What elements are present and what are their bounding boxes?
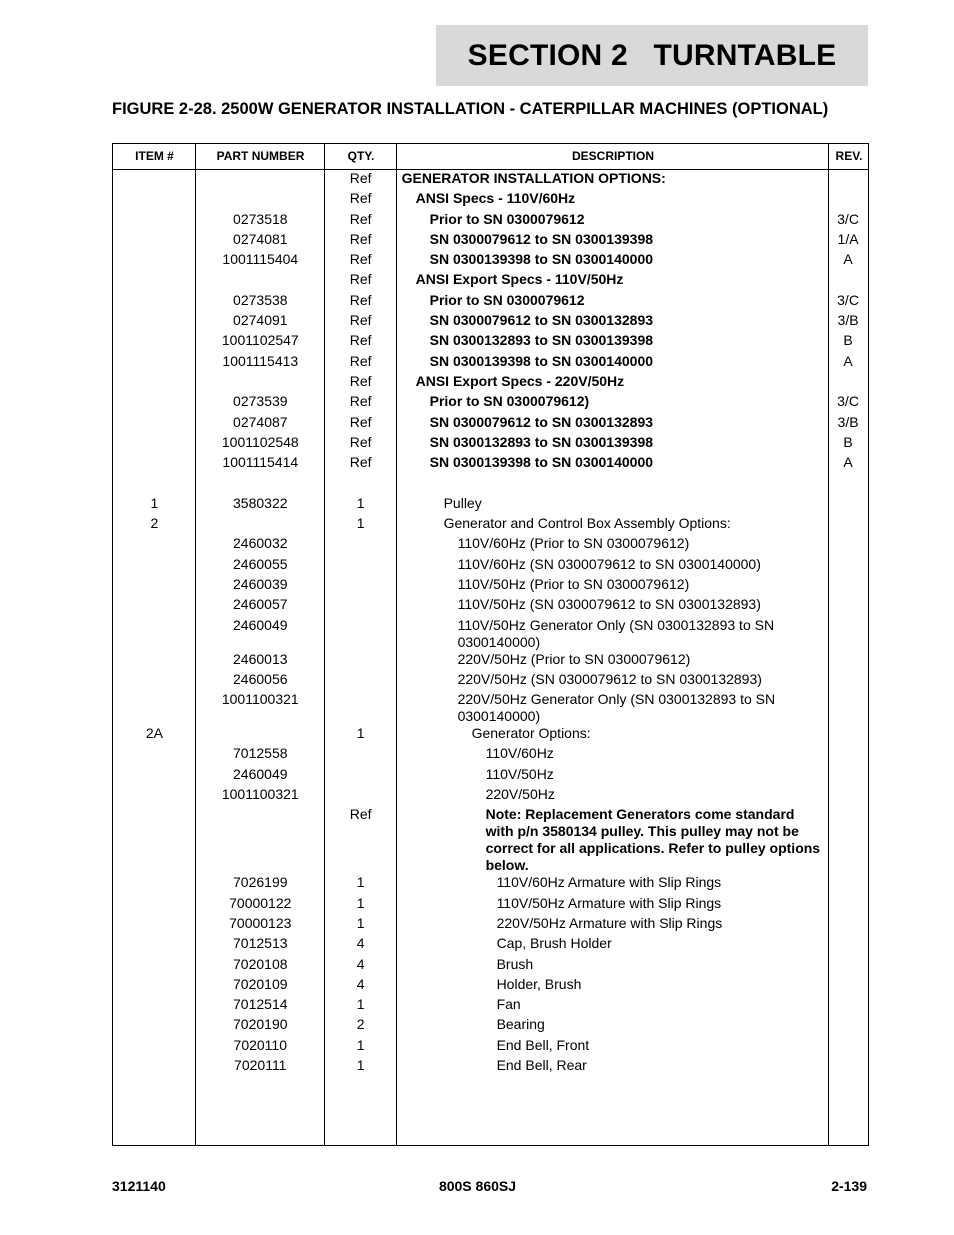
description-cell: Note: Replacement Generators come standard with p/n 3580134 pulley. This pulley may not be correct for all applications. Refer to pulley options below. xyxy=(485,806,821,874)
rev-cell: 3/B xyxy=(837,413,859,430)
qty-cell: 1 xyxy=(356,894,365,911)
item-cell xyxy=(113,190,196,210)
table-row xyxy=(113,251,868,271)
rev-cell xyxy=(828,976,868,996)
part-number-cell xyxy=(196,725,325,745)
figure-title: FIGURE 2-28. 2500W GENERATOR INSTALLATION - CATERPILLAR MACHINES (OPTIONAL) xyxy=(112,100,829,118)
description-cell: SN 0300079612 to SN 0300139398 xyxy=(429,230,654,247)
description-cell: Generator Options: xyxy=(471,725,591,742)
part-number-cell: 1001100321 xyxy=(221,786,299,803)
rev-cell: A xyxy=(843,251,853,268)
part-number-cell: 0274081 xyxy=(233,230,288,247)
part-number-cell xyxy=(196,806,325,874)
item-cell xyxy=(113,617,196,651)
description-cell: SN 0300139398 to SN 0300140000 xyxy=(429,251,654,268)
item-cell: 1 xyxy=(150,494,159,511)
qty-cell xyxy=(325,474,397,494)
item-cell xyxy=(113,786,196,806)
item-cell xyxy=(113,454,196,474)
description-cell: Fan xyxy=(496,996,521,1013)
qty-cell: 1 xyxy=(356,515,365,532)
part-number-cell: 7012558 xyxy=(233,745,288,762)
item-cell: 2 xyxy=(150,515,159,532)
qty-cell: Ref xyxy=(349,433,372,450)
qty-cell: Ref xyxy=(349,271,372,288)
item-cell xyxy=(113,211,196,231)
table-row xyxy=(113,576,868,596)
rev-cell xyxy=(828,935,868,955)
part-number-cell: 70000123 xyxy=(229,914,292,931)
description-cell: SN 0300079612 to SN 0300132893 xyxy=(429,312,654,329)
description-cell: 110V/50Hz (SN 0300079612 to SN 0300132893) xyxy=(457,596,761,613)
rev-cell xyxy=(828,786,868,806)
rev-cell xyxy=(828,1016,868,1036)
qty-cell: Ref xyxy=(349,393,372,410)
table-row xyxy=(113,515,868,535)
qty-cell: Ref xyxy=(349,352,372,369)
qty-cell: Ref xyxy=(349,413,372,430)
description-cell: SN 0300132893 to SN 0300139398 xyxy=(429,433,654,450)
item-cell xyxy=(113,766,196,786)
item-cell xyxy=(113,1057,196,1077)
qty-cell xyxy=(325,766,397,786)
item-cell xyxy=(113,414,196,434)
description-cell: ANSI Export Specs - 220V/50Hz xyxy=(415,372,625,389)
part-number-cell: 7020190 xyxy=(233,1016,288,1033)
part-number-cell xyxy=(196,271,325,291)
item-cell xyxy=(113,312,196,332)
qty-cell: Ref xyxy=(349,312,372,329)
rev-cell: B xyxy=(843,332,853,349)
description-cell: 110V/50Hz (Prior to SN 0300079612) xyxy=(457,575,690,592)
part-number-cell: 7020111 xyxy=(234,1056,287,1073)
item-cell xyxy=(113,915,196,935)
description-cell: 110V/50Hz xyxy=(485,765,554,782)
part-number-cell: 0274091 xyxy=(233,312,288,329)
description-cell xyxy=(397,474,828,494)
table-row xyxy=(113,373,868,393)
table-row xyxy=(113,332,868,352)
qty-cell: 1 xyxy=(356,996,365,1013)
qty-cell: Ref xyxy=(349,454,372,471)
table-row xyxy=(113,671,868,691)
part-number-cell: 7020108 xyxy=(233,955,288,972)
part-number-cell: 1001115413 xyxy=(222,352,299,369)
table-row xyxy=(113,211,868,231)
part-number-cell xyxy=(196,474,325,494)
column-header-item: ITEM # xyxy=(135,149,174,163)
description-cell: Cap, Brush Holder xyxy=(496,935,612,952)
part-number-cell xyxy=(196,170,325,190)
rev-cell: A xyxy=(843,454,853,471)
item-cell xyxy=(113,292,196,312)
rev-cell xyxy=(828,1037,868,1057)
table-row xyxy=(113,190,868,210)
description-cell: 110V/60Hz (SN 0300079612 to SN 0300140000) xyxy=(457,555,761,572)
qty-cell xyxy=(325,576,397,596)
description-cell: 110V/50Hz Armature with Slip Rings xyxy=(496,894,722,911)
table-row xyxy=(113,535,868,555)
qty-cell: 1 xyxy=(356,914,365,931)
part-number-cell: 2460056 xyxy=(233,670,288,687)
footer-model: 800S 860SJ xyxy=(438,1178,517,1194)
part-number-cell xyxy=(196,373,325,393)
item-cell: 2A xyxy=(145,725,163,742)
table-row xyxy=(113,745,868,765)
rev-cell xyxy=(828,956,868,976)
rev-cell xyxy=(828,556,868,576)
part-number-cell: 2460057 xyxy=(233,596,288,613)
rev-cell xyxy=(828,745,868,765)
part-number-cell: 2460039 xyxy=(233,575,288,592)
qty-cell: 1 xyxy=(356,1056,365,1073)
column-header-qty: QTY. xyxy=(347,149,375,163)
table-row xyxy=(113,874,868,894)
item-cell xyxy=(113,271,196,291)
item-cell xyxy=(113,806,196,874)
table-row xyxy=(113,292,868,312)
part-number-cell: 2460032 xyxy=(233,535,288,552)
table-row xyxy=(113,651,868,671)
description-cell: ANSI Export Specs - 110V/50Hz xyxy=(415,271,624,288)
table-row xyxy=(113,915,868,935)
part-number-cell: 7020109 xyxy=(233,975,288,992)
table-row xyxy=(113,312,868,332)
rev-cell xyxy=(828,535,868,555)
footer-doc-number: 3121140 xyxy=(112,1178,166,1194)
item-cell xyxy=(113,474,196,494)
item-cell xyxy=(113,170,196,190)
qty-cell: Ref xyxy=(349,372,372,389)
qty-cell xyxy=(325,651,397,671)
part-number-cell: 3580322 xyxy=(233,494,288,511)
qty-cell xyxy=(325,786,397,806)
table-row xyxy=(113,1037,868,1057)
table-row xyxy=(113,474,868,494)
qty-cell: Ref xyxy=(349,170,372,186)
rev-cell xyxy=(828,617,868,651)
table-row xyxy=(113,956,868,976)
rev-cell xyxy=(828,996,868,1016)
description-cell: ANSI Specs - 110V/60Hz xyxy=(415,190,576,207)
item-cell xyxy=(113,251,196,271)
qty-cell: Ref xyxy=(349,230,372,247)
rev-cell: 1/A xyxy=(837,230,859,247)
column-header-part-number: PART NUMBER xyxy=(216,149,305,163)
item-cell xyxy=(113,535,196,555)
rev-cell xyxy=(828,373,868,393)
description-cell: Prior to SN 0300079612 xyxy=(429,291,585,308)
table-row xyxy=(113,1016,868,1036)
table-row xyxy=(113,786,868,806)
item-cell xyxy=(113,691,196,725)
rev-cell xyxy=(828,806,868,874)
item-cell xyxy=(113,874,196,894)
rev-cell xyxy=(828,651,868,671)
part-number-cell: 7012513 xyxy=(233,935,288,952)
item-cell xyxy=(113,353,196,373)
qty-cell xyxy=(325,596,397,616)
table-row xyxy=(113,895,868,915)
part-number-cell: 2460055 xyxy=(233,555,288,572)
qty-cell xyxy=(325,617,397,651)
rev-cell xyxy=(828,271,868,291)
rev-cell xyxy=(828,576,868,596)
item-cell xyxy=(113,1016,196,1036)
table-row xyxy=(113,725,868,745)
description-cell: Pulley xyxy=(443,494,482,511)
qty-cell: 4 xyxy=(356,955,365,972)
rev-cell xyxy=(828,766,868,786)
rev-cell xyxy=(828,671,868,691)
qty-cell: 1 xyxy=(356,494,365,511)
item-cell xyxy=(113,956,196,976)
table-row xyxy=(113,617,868,651)
part-number-cell: 1001115414 xyxy=(222,454,299,471)
rev-cell xyxy=(828,1057,868,1077)
footer-page-number: 2-139 xyxy=(831,1178,867,1194)
rev-cell: B xyxy=(843,433,853,450)
table-row xyxy=(113,454,868,474)
description-cell: Holder, Brush xyxy=(496,975,582,992)
rev-cell: 3/C xyxy=(837,291,859,308)
qty-cell: 2 xyxy=(356,1016,365,1033)
description-cell: Prior to SN 0300079612 xyxy=(429,210,585,227)
part-number-cell: 1001102548 xyxy=(221,433,299,450)
column-header-rev: REV. xyxy=(835,149,863,163)
description-cell: 220V/50Hz Armature with Slip Rings xyxy=(496,914,723,931)
section-title: SECTION 2 TURNTABLE xyxy=(467,38,837,72)
qty-cell xyxy=(325,556,397,576)
parts-table xyxy=(112,143,869,1146)
section-header xyxy=(436,25,868,86)
part-number-cell xyxy=(196,190,325,210)
table-row xyxy=(113,170,868,190)
qty-cell xyxy=(325,691,397,725)
table-row xyxy=(113,353,868,373)
part-number-cell: 0273539 xyxy=(233,393,288,410)
qty-cell: 4 xyxy=(356,935,365,952)
description-cell: 110V/50Hz Generator Only (SN 0300132893 to SN 0300140000) xyxy=(457,616,775,650)
rev-cell xyxy=(828,596,868,616)
item-cell xyxy=(113,895,196,915)
qty-cell: Ref xyxy=(349,806,372,823)
qty-cell: Ref xyxy=(349,210,372,227)
description-cell: GENERATOR INSTALLATION OPTIONS: xyxy=(401,170,666,186)
description-cell: Brush xyxy=(496,955,534,972)
column-header-description: DESCRIPTION xyxy=(571,149,654,163)
description-cell: SN 0300079612 to SN 0300132893 xyxy=(429,413,654,430)
qty-cell: Ref xyxy=(349,332,372,349)
part-number-cell: 7026199 xyxy=(233,874,288,891)
description-cell: SN 0300139398 to SN 0300140000 xyxy=(429,454,654,471)
qty-cell: Ref xyxy=(349,190,372,207)
part-number-cell: 0274087 xyxy=(233,413,288,430)
qty-cell xyxy=(325,745,397,765)
item-cell xyxy=(113,671,196,691)
part-number-cell: 0273518 xyxy=(233,210,288,227)
table-row xyxy=(113,414,868,434)
rev-cell xyxy=(828,474,868,494)
part-number-cell: 2460049 xyxy=(233,616,288,633)
qty-cell: 1 xyxy=(356,725,365,742)
table-row xyxy=(113,393,868,413)
rev-cell xyxy=(828,915,868,935)
part-number-cell: 1001115404 xyxy=(222,251,299,268)
item-cell xyxy=(113,935,196,955)
rev-cell: A xyxy=(843,352,853,369)
description-cell: 220V/50Hz xyxy=(485,786,555,803)
rev-cell xyxy=(828,691,868,725)
part-number-cell: 0273538 xyxy=(233,291,288,308)
qty-cell: 4 xyxy=(356,975,365,992)
rev-cell xyxy=(828,895,868,915)
item-cell xyxy=(113,576,196,596)
table-row xyxy=(113,935,868,955)
table-row xyxy=(113,976,868,996)
rev-cell xyxy=(828,725,868,745)
table-body xyxy=(113,170,868,1077)
part-number-cell: 70000122 xyxy=(229,894,292,911)
item-cell xyxy=(113,651,196,671)
description-cell: SN 0300132893 to SN 0300139398 xyxy=(429,332,654,349)
description-cell: End Bell, Rear xyxy=(496,1056,587,1073)
table-row xyxy=(113,806,868,874)
part-number-cell: 7012514 xyxy=(233,996,288,1013)
description-cell: 220V/50Hz (Prior to SN 0300079612) xyxy=(457,650,691,667)
description-cell: SN 0300139398 to SN 0300140000 xyxy=(429,352,654,369)
description-cell: Prior to SN 0300079612) xyxy=(429,393,590,410)
item-cell xyxy=(113,1037,196,1057)
qty-cell xyxy=(325,535,397,555)
rev-cell xyxy=(828,170,868,190)
description-cell: Generator and Control Box Assembly Options: xyxy=(443,515,731,532)
item-cell xyxy=(113,373,196,393)
table-row xyxy=(113,495,868,515)
table-row xyxy=(113,434,868,454)
description-cell: 110V/60Hz Armature with Slip Rings xyxy=(496,874,722,891)
table-row xyxy=(113,691,868,725)
rev-cell xyxy=(828,190,868,210)
rev-cell xyxy=(828,515,868,535)
table-row xyxy=(113,231,868,251)
part-number-cell: 2460013 xyxy=(233,650,288,667)
part-number-cell: 1001100321 xyxy=(221,691,299,708)
part-number-cell: 2460049 xyxy=(233,765,288,782)
rev-cell xyxy=(828,874,868,894)
part-number-cell xyxy=(196,515,325,535)
part-number-cell: 7020110 xyxy=(233,1036,287,1053)
item-cell xyxy=(113,231,196,251)
item-cell xyxy=(113,332,196,352)
part-number-cell: 1001102547 xyxy=(221,332,299,349)
table-row xyxy=(113,596,868,616)
qty-cell: Ref xyxy=(349,291,372,308)
item-cell xyxy=(113,393,196,413)
table-row xyxy=(113,1057,868,1077)
description-cell: 220V/50Hz (SN 0300079612 to SN 0300132893) xyxy=(457,670,762,687)
table-row xyxy=(113,271,868,291)
rev-cell: 3/B xyxy=(837,312,859,329)
item-cell xyxy=(113,976,196,996)
item-cell xyxy=(113,596,196,616)
rev-cell: 3/C xyxy=(837,210,859,227)
description-cell: Bearing xyxy=(496,1016,545,1033)
item-cell xyxy=(113,556,196,576)
table-row xyxy=(113,556,868,576)
table-row xyxy=(113,766,868,786)
table-row xyxy=(113,996,868,1016)
qty-cell: Ref xyxy=(349,251,372,268)
item-cell xyxy=(113,745,196,765)
description-cell: 110V/60Hz (Prior to SN 0300079612) xyxy=(457,535,690,552)
description-cell: 220V/50Hz Generator Only (SN 0300132893 to SN 0300140000) xyxy=(457,691,776,725)
rev-cell: 3/C xyxy=(837,393,859,410)
qty-cell xyxy=(325,671,397,691)
qty-cell: 1 xyxy=(356,1036,365,1053)
description-cell: 110V/60Hz xyxy=(485,745,554,762)
description-cell: End Bell, Front xyxy=(496,1036,590,1053)
qty-cell: 1 xyxy=(356,874,365,891)
item-cell xyxy=(113,996,196,1016)
item-cell xyxy=(113,434,196,454)
rev-cell xyxy=(828,495,868,515)
